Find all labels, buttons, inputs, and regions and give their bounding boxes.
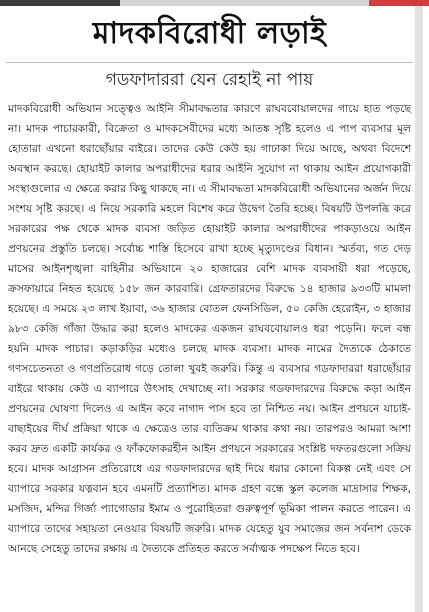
article-headline: মাদকবিরোধী লড়াই [92,16,327,51]
right-margin-rule [415,6,423,612]
article-body: মাদকবিরোধী অভিযান সত্ত্বেও আইনি সীমাবদ্ধতার কারণে রাঘববোয়ালদের গায়ে হাত পড়ছে না। মাদক পাচারকারী, বিক্রেতা ও মাদকসেবীদের মধ্যে আতঙ্ক সৃষ্টি হলেও এ পাপ ব্যবসার মূল হোতারা এখনো ধরাছোঁয়ার বাইরে। তাদের কেউ কেউ হয় গাঢাকা দিয়ে আছে, অথবা বিদেশে অবস্থান করছে। হোয়াইট কালার অপরাধীদের ধরার আইনি সুযোগ না থাকায় আইন প্রয়োগকারী সংস্থাগুলোর এ ক্ষেত্রে করার কিছু থাকছে না। এ সীমাবদ্ধতা মাদকবিরোধী অভিযানের অর্জন দিয়ে সংশয় সৃষ্টি করছে। এ নিয়ে সরকারি মহলে বিশেষ করে উদ্বেগ তৈরি হচ্ছে। বিষয়টি উপলব্ধি করে সরকারের পক্ষ থেকে মাদক ব্যবসা জড়িত হোয়াইট কালার অপরাধীদের পাকড়াওয়ে আইন প্রণয়নের প্রস্তুতি চলছে। সর্বোচ্চ শাস্তি হিসেবে রাখা হচ্ছে মৃত্যুদণ্ডের বিধান। স্মর্তব্য, গত দেড় মাসের আইনশৃঙ্খলা বাহিনীর অভিযানে ২০ হাজারের বেশি মাদক ব্যবসায়ী ধরা পড়েছে, ক্রসফায়ারে নিহত হয়েছে ১৫৮ জন কারবারি। গ্রেফতারদের বিরুদ্ধে ১৪ হাজার ৯৩৩টি মামলা হয়েছে। এ সময়ে ২৩ লাখ ইয়াবা, ৩৬ হাজার বোতল ফেনসিডিল, ৫০ কেজি হেরোইন, ৩ হাজার ৯৮৩ কেজি গাঁজা উদ্ধার করা হলেও মাদকের একজন রাঘববোয়ালও ধরা পড়েনি। ফলে বন্ধ হয়নি মাদক পাচার। কড়াকড়ির মধ্যেও চলছে মাদক ব্যবসা। মাদক নামের দৈত্যকে ঠেকাতে গণসচেতনতা ও গণপ্রতিরোধ গড়ে তোলা খুবই জরুরি। কিন্তু এ ব্যবসার গডফাদাররা ধরাছোঁয়ার বাইরে থাকায় কেউ এ ব্যাপারে উৎসাহ দেখাচ্ছে না। সরকার গডফাদারদের বিরুদ্ধে কড়া আইন প্রণয়নের ঘোষণা দিলেও এ আইন কবে নাগাদ পাস হবে তা নিশ্চিত নয়। আইন প্রণয়নে যাচাই-বাছাইয়ের দীর্ঘ প্রক্রিয়া থাকে এ ক্ষেত্রেও তার ব্যতিক্রম থাকার কথা নয়। তারপরও আমরা আশা করব দ্রুত একটি কার্যকর ও ফাঁকফোকরহীন আইন প্রণয়নে সরকারের সংশ্লিষ্ট দফতরগুলো সক্রিয় হবে। মাদক আগ্রাসন প্রতিরোধে এর গডফাদারদের ছাই দিয়ে ধরার কোনো বিকল্প নেই এবং সে ব্যাপারে সরকার যত্নবান হবে এমনটি প্রত্যাশিত। মাদক গ্রহণ বন্ধে স্কুল কলেজ মাদ্রাসার শিক্ষক, মসজিদ, মন্দির গির্জা প্যাগোডার ইমাম ও পুরোহিতরা গুরুত্বপূর্ণ ভূমিকা পালন করতে পারেন। এ ব্যাপারে তাদের সহায়তা নেওয়ার বিষয়টি জরুরি। মাদক যেহেতু যুব সমাজের জন সর্বনাশ ডেকে আনছে সেহেতু তাদের রক্ষায় এ দৈত্যকে প্রতিহত করতে সর্বাত্মক পদক্ষেপ নিতে হবে। [8,103,411,555]
editorial-article [6,10,413,608]
article-subheadline: গডফাদাররা যেন রেহাই না পায় [6,62,413,93]
top-bar-dark-segment [0,0,120,6]
top-decorative-bar [0,0,429,6]
top-bar-light-segment [120,0,369,6]
